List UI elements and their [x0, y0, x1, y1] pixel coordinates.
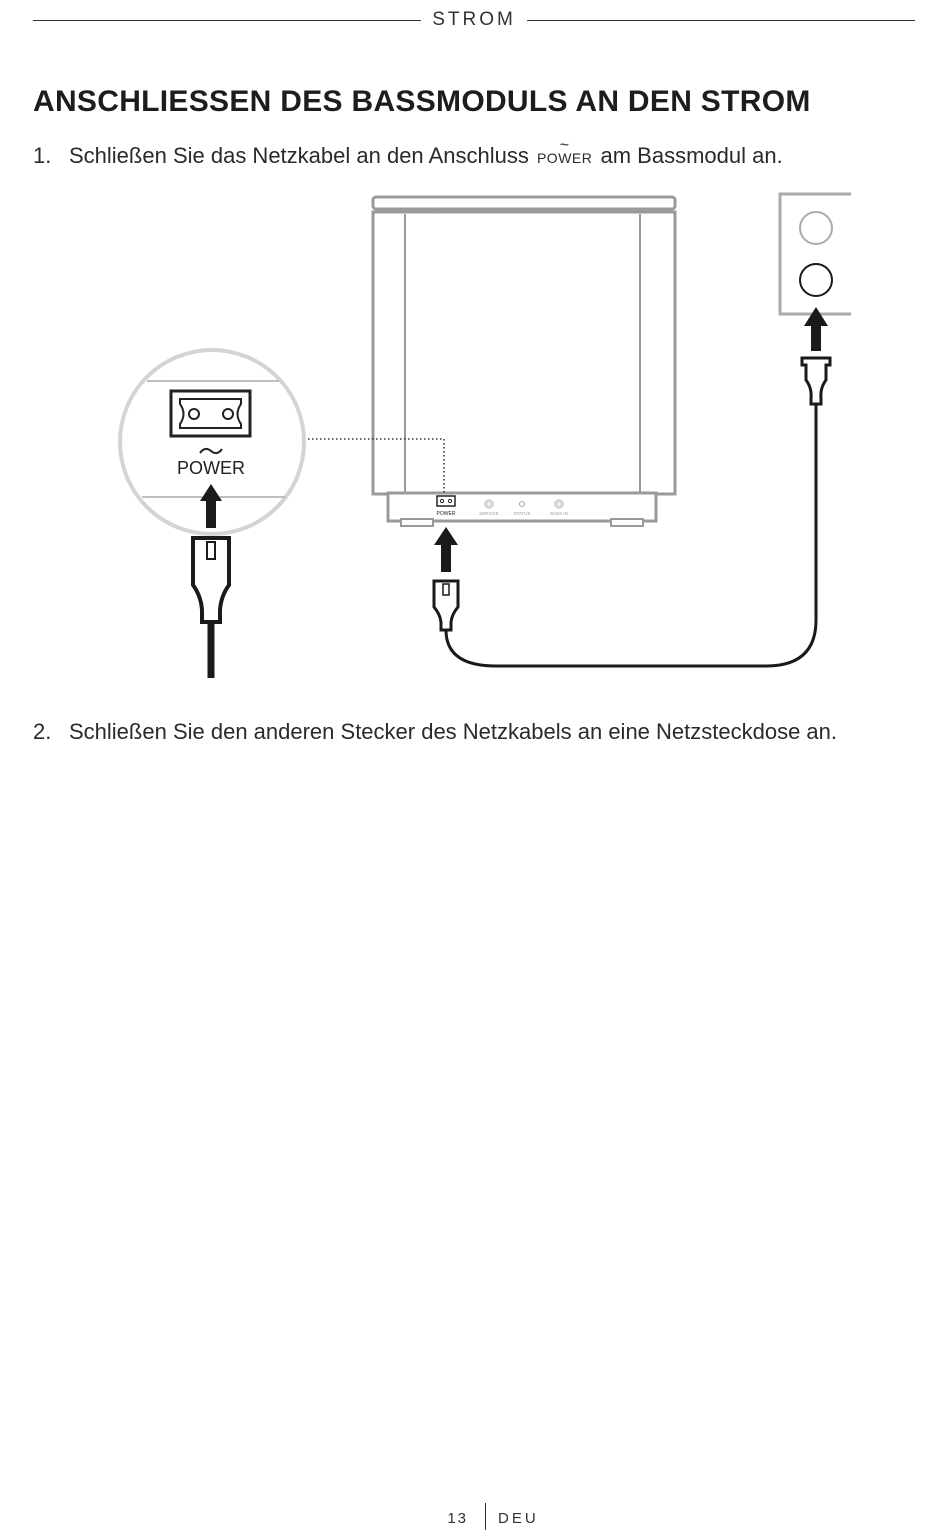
step-2: [33, 719, 837, 745]
header-rule-left: [33, 20, 421, 21]
connection-illustration: [110, 190, 855, 685]
panel-label-bass-in: BASS IN: [550, 511, 568, 516]
page-number: 13: [447, 1510, 468, 1527]
zoom-power-label: POWER: [176, 458, 246, 478]
footer-divider: [485, 1503, 486, 1530]
section-label: STROM: [432, 9, 516, 30]
step-text: Schließen Sie das Netzkabel an den Anschluss: [69, 143, 529, 168]
page-title: ANSCHLIESSEN DES BASSMODULS AN DEN STROM: [33, 85, 811, 118]
module-arrow-icon: [434, 527, 458, 572]
step-text: Schließen Sie den anderen Stecker des Netzkabels an eine Netzsteckdose an.: [69, 719, 838, 744]
zoom-callout: [120, 350, 304, 678]
panel-label-service: SERVICE: [479, 511, 499, 516]
zoom-plug-icon: [193, 538, 229, 622]
module-plug-icon: [434, 581, 458, 630]
language-code: DEU: [498, 1510, 539, 1527]
page-footer: [0, 1503, 950, 1533]
header-rule-right: [527, 20, 915, 21]
panel-label-status: STATUS: [513, 511, 531, 516]
step-number: 2.: [33, 719, 52, 744]
step-number: 1.: [33, 143, 52, 168]
wall-outlet: [780, 194, 851, 314]
outlet-plug-icon: [802, 358, 830, 404]
step-text: am Bassmodul an.: [600, 143, 783, 168]
panel-label-power: POWER: [436, 511, 456, 517]
bass-module: [373, 197, 675, 526]
step-1: [33, 137, 783, 169]
power-connector-symbol: ~ POWER: [536, 137, 593, 166]
